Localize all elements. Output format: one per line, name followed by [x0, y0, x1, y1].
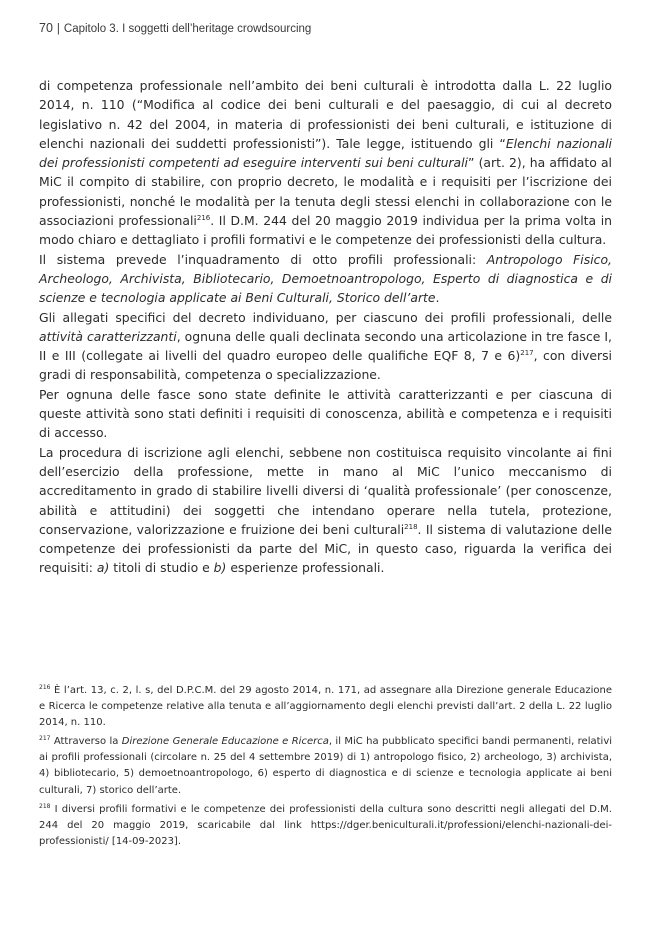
- footnote-218: [39, 802, 612, 850]
- paragraph-2-text-a: Il sistema prevede l’inquadramento di otto profili professionali:: [39, 251, 487, 267]
- footnote-ref-216[interactable]: 216: [196, 214, 211, 223]
- footnote-number: 218: [39, 802, 51, 810]
- running-header: [39, 21, 311, 35]
- footnote-217-italic: Direzione Generale Educazione e Ricerca: [121, 736, 329, 748]
- paragraph-5-text-a: La procedura di iscrizione agli elenchi, sebbene non costituisca requisito vincolante ai fini dell’esercizio della professione, mette in mano al MiC l’unico meccanismo di accreditamento in grado di stabilire livelli diversi di ‘qualità professionale’ (per conoscenze, abilità e attitudini) dei soggetti che intendano operare nella tutela, protezione, conservazione, valorizzazione e fruizione dei beni culturali: [39, 444, 612, 537]
- footnote-number: 217: [39, 735, 51, 743]
- footnote-217-text-c: , il MiC ha pubblicato specifici bandi permanenti, relativi ai profili professionali (circolare n. 25 del 4 settembre 2019) di 1) antropologo fisico, 2) archeologo, 3) archivista, 4) bibliotecario, 5) demoetnoantropologo, 6) esperto di diagnostica e di scienze e tecnologia applicate ai beni culturali, 7) storico dell’arte.: [39, 736, 613, 796]
- paragraph-1-text-c: ” (art. 2), ha affidato al MiC il compito di stabilire, con proprio decreto, le modalità e i requisiti per l’iscrizione dei professionisti, nonché le modalità per la tenuta degli stessi elenchi in collaborazione con le associazioni professionali: [39, 155, 613, 229]
- footnote-216-text: È l’art. 13, c. 2, l. s, del D.P.C.M. del 29 agosto 2014, n. 171, ad assegnare alla Direzione generale Educazione e Ricerca le competenze relative alla tenuta e all’aggiornamento degli elenchi previsti dall’art. 2 della L. 22 luglio 2014, n. 110.: [39, 685, 612, 729]
- body-text: [39, 76, 612, 578]
- footnote-217-text-a: Attraverso la: [50, 736, 122, 748]
- paragraph-5-italic-a: a): [96, 560, 110, 576]
- paragraph-2-italic: Antropologo Fisico, Archeologo, Archivista, Bibliotecario, Demoetnoantropologo, Esperto di diagnostica e di scienze e tecnologia applicate ai Beni Culturali, Storico dell’arte: [39, 251, 612, 306]
- paragraph-3: [39, 308, 612, 385]
- paragraph-3-text-d: , con diversi gradi di responsabilità, competenza o specializzazione.: [39, 348, 612, 383]
- paragraph-5-text-b: . Il sistema di valutazione delle competenze dei professionisti da parte del MiC, in questo caso, riguarda la verifica dei requisiti:: [39, 521, 612, 576]
- footnote-ref-218[interactable]: 218: [404, 522, 418, 531]
- paragraph-1-italic: Elenchi nazionali dei professionisti competenti ad eseguire interventi sui beni culturali: [39, 135, 612, 171]
- header-separator: |: [56, 23, 60, 35]
- paragraph-2-text-c: .: [435, 290, 440, 306]
- paragraph-3-text-c: , ognuna delle quali declinata secondo una articolazione in tre fasce I, II e III (collegate ai livelli del quadro europeo delle qualifiche EQF 8, 7 e 6): [39, 328, 612, 364]
- footnote-218-text: I diversi profili formativi e le competenze dei professionisti della cultura sono descritti negli allegati del D.M. 244 del 20 maggio 2019, scaricabile dal link https://dger.beniculturali.it/professioni/elenchi-nazionali-dei-professionisti/ [14-09-2023].: [39, 803, 612, 847]
- paragraph-1: [39, 76, 612, 250]
- chapter-title: Capitolo 3. I soggetti dell’heritage crowdsourcing: [63, 23, 312, 35]
- footnote-216: [39, 683, 612, 731]
- paragraph-5-text-d: titoli di studio e: [109, 560, 214, 576]
- paragraph-5-italic-b: b): [213, 560, 227, 576]
- paragraph-2: [39, 250, 612, 308]
- paragraph-5-text-f: esperienze professionali.: [226, 560, 385, 576]
- paragraph-5: [39, 443, 612, 578]
- footnote-217: [39, 734, 612, 798]
- footnotes-section: [39, 683, 612, 853]
- paragraph-1-text-a: di competenza professionale nell’ambito dei beni culturali è introdotta dalla L. 22 luglio 2014, n. 110 (“Modifica al codice dei beni culturali e del paesaggio, di cui al decreto legislativo n. 42 del 2004, in materia di professionisti dei beni culturali, e istituzione di elenchi nazionali dei suddetti professionisti”). Tale legge, istituendo gli “: [39, 78, 612, 151]
- footnote-ref-217[interactable]: 217: [520, 349, 534, 358]
- paragraph-3-text-a: Gli allegati specifici del decreto individuano, per ciascuno dei profili professionali, delle: [39, 309, 612, 325]
- footnote-number: 216: [39, 684, 51, 691]
- paragraph-1-text-d: . Il D.M. 244 del 20 maggio 2019 individua per la prima volta in modo chiaro e dettagliato i profili formativi e le competenze dei professionisti della cultura.: [39, 213, 612, 248]
- paragraph-4: Per ognuna delle fasce sono state definite le attività caratterizzanti e per ciascuna di queste attività sono stati definiti i requisiti di conoscenza, abilità e competenza e i requisiti di accesso.: [39, 386, 612, 441]
- page-number: 70: [39, 21, 53, 35]
- paragraph-3-italic: attività caratterizzanti: [39, 328, 177, 344]
